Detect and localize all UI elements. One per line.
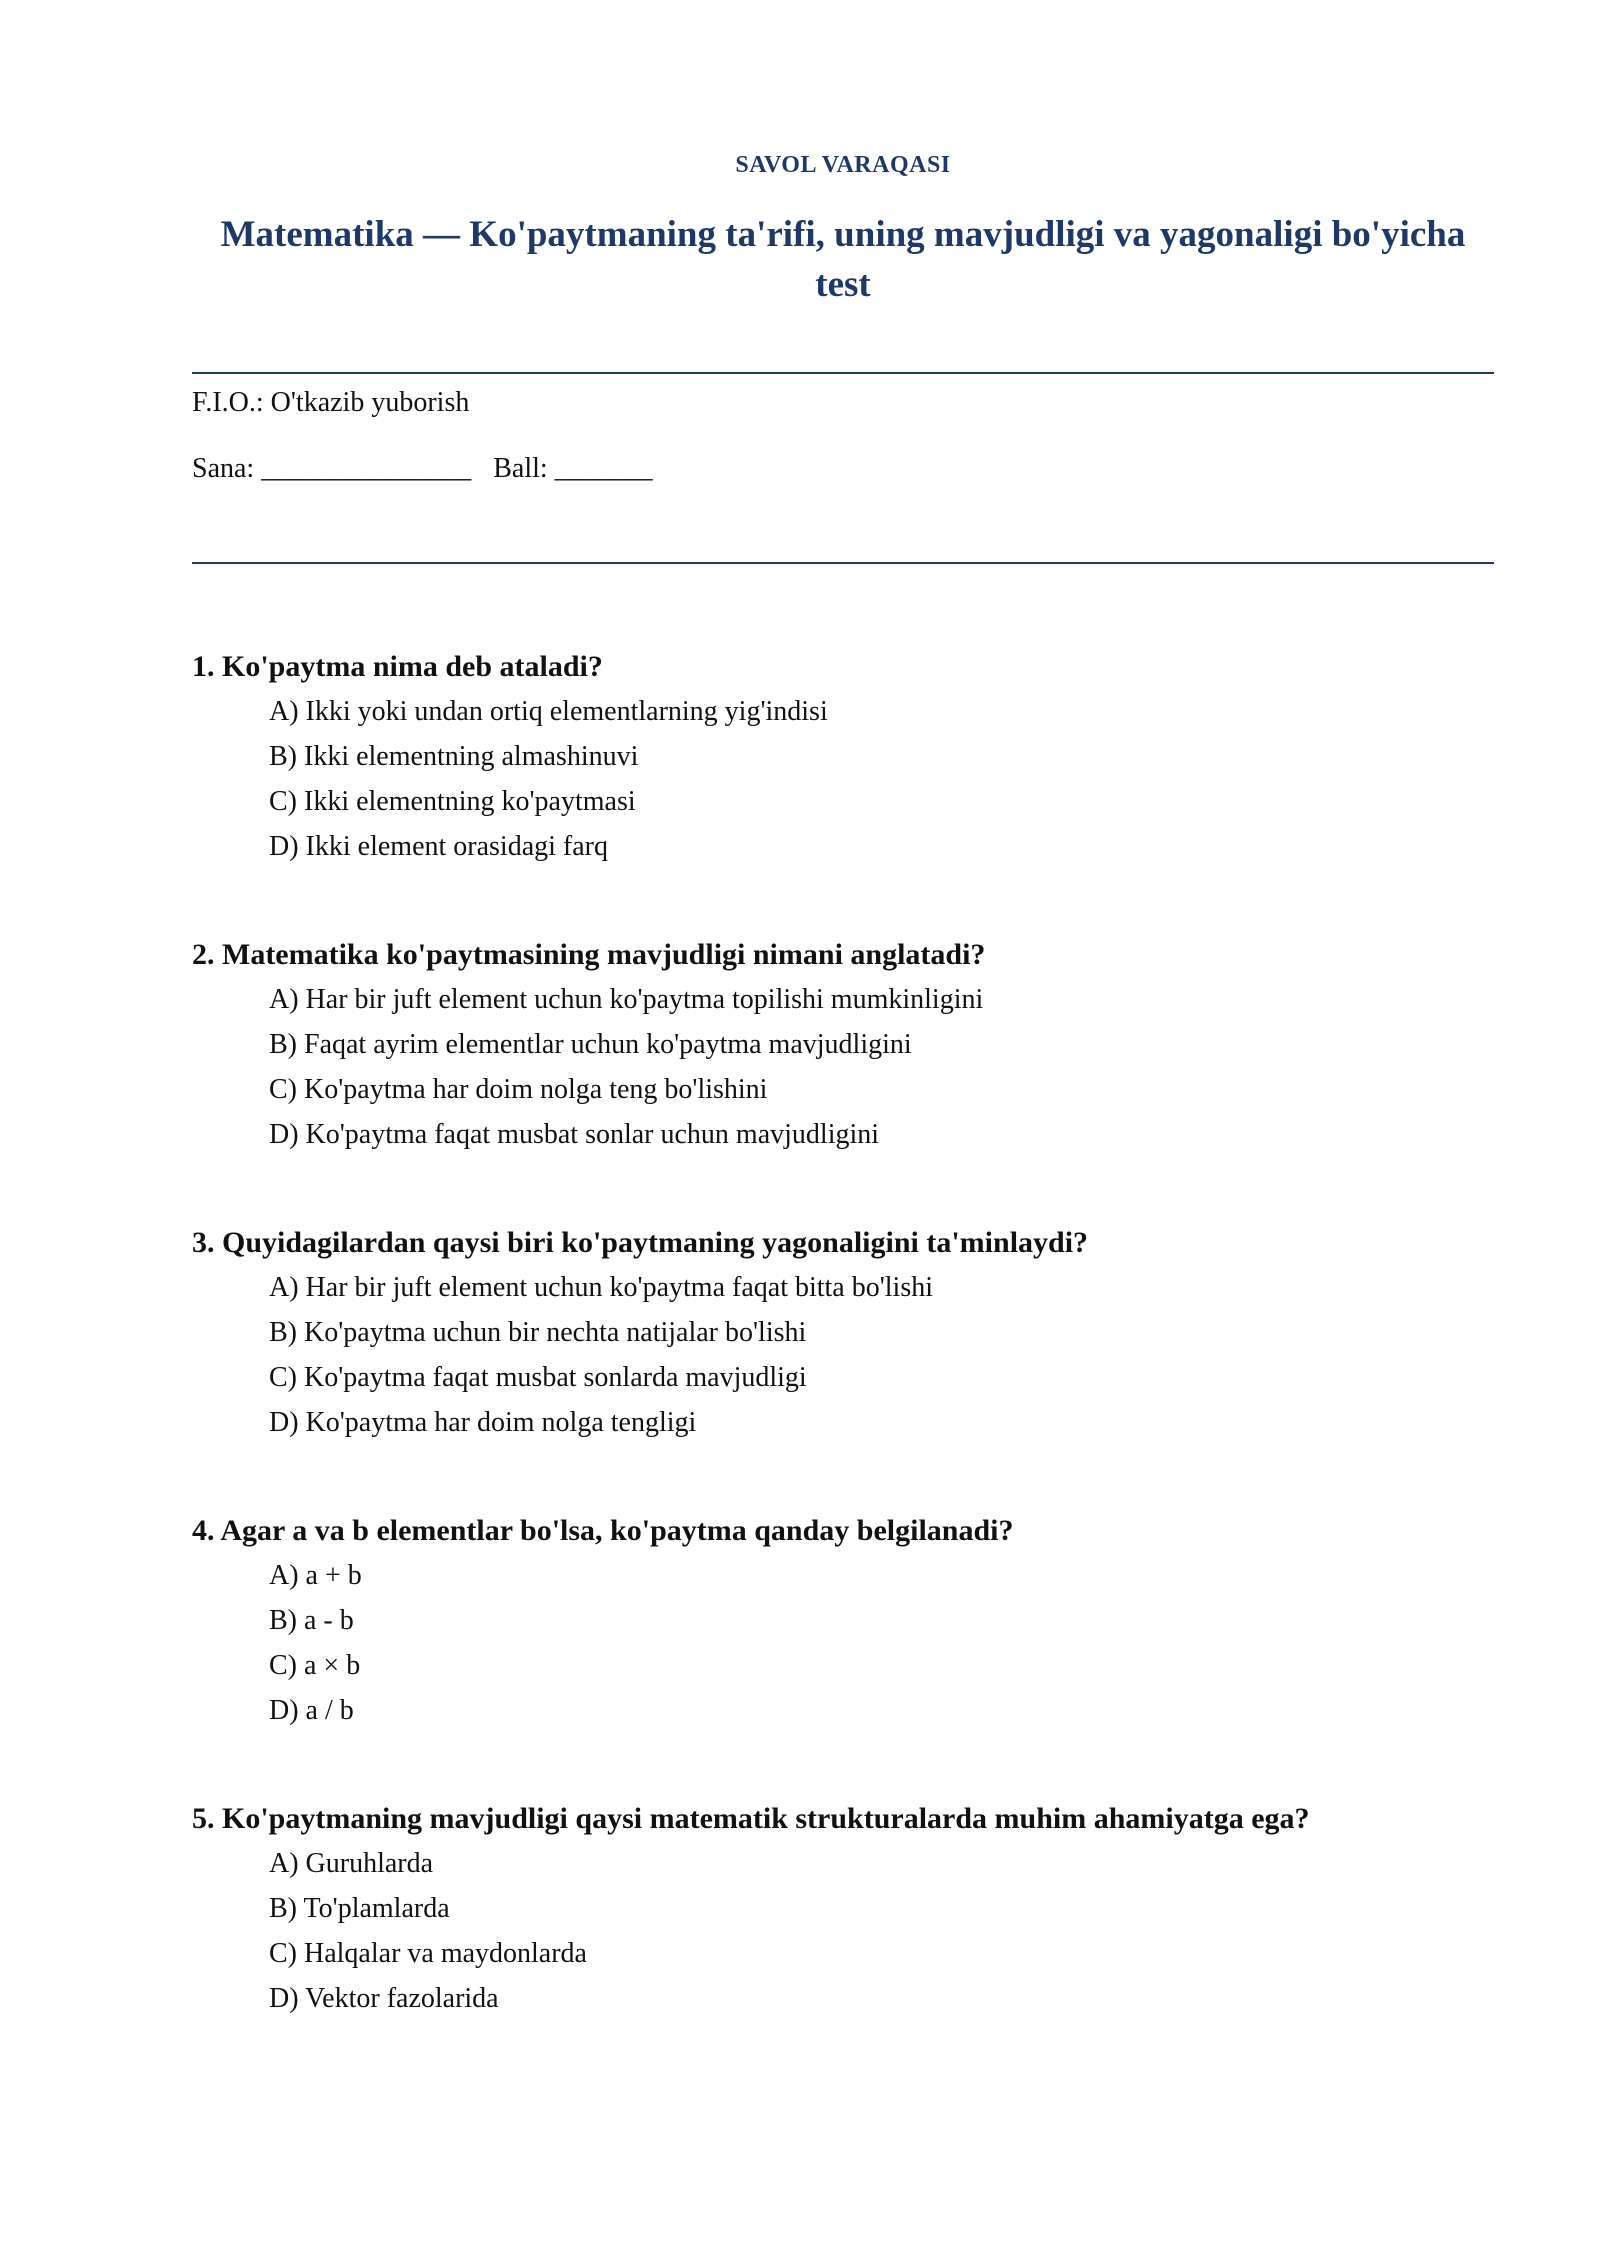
option-list	[192, 689, 1494, 869]
score-field: Ball: _______	[493, 453, 653, 484]
option-c: C) a × b	[269, 1650, 361, 1681]
sheet-kicker: SAVOL VARAQASI	[735, 152, 951, 178]
option-a: A) Har bir juft element uchun ko'paytma faqat bitta bo'lishi	[269, 1272, 934, 1303]
option-d: D) Ikki element orasidagi farq	[269, 831, 608, 862]
option-a: A) a + b	[269, 1560, 362, 1591]
date-field: Sana: _______________	[192, 453, 472, 484]
divider-bottom	[192, 562, 1494, 564]
option-list	[192, 1265, 1494, 1445]
option-a: A) Har bir juft element uchun ko'paytma topilishi mumkinligini	[269, 984, 984, 1015]
student-name-line: F.I.O.: O'tkazib yuborish	[192, 387, 470, 418]
option-d: D) Ko'paytma faqat musbat sonlar uchun mavjudligini	[269, 1119, 880, 1150]
divider-top	[192, 372, 1494, 374]
option-a: A) Guruhlarda	[269, 1848, 434, 1879]
option-c: C) Ikki elementning ko'paytmasi	[269, 786, 636, 817]
option-b: B) Ko'paytma uchun bir nechta natijalar bo'lishi	[269, 1317, 807, 1348]
option-b: B) a - b	[269, 1605, 354, 1636]
option-d: D) Vektor fazolarida	[269, 1983, 499, 2014]
option-b: B) Ikki elementning almashinuvi	[269, 741, 639, 772]
option-list	[192, 1841, 1494, 2021]
option-d: D) a / b	[269, 1695, 354, 1726]
question-1	[192, 645, 1494, 933]
option-c: C) Ko'paytma har doim nolga teng bo'lishini	[269, 1074, 768, 1105]
option-b: B) To'plamlarda	[269, 1893, 450, 1924]
option-list	[192, 977, 1494, 1157]
option-a: A) Ikki yoki undan ortiq elementlarning yig'indisi	[269, 696, 828, 727]
question-2	[192, 933, 1494, 1221]
option-list	[192, 1553, 1494, 1733]
question-text: 2. Matematika ko'paytmasining mavjudligi nimani anglatadi?	[192, 938, 986, 971]
question-3	[192, 1221, 1494, 1509]
question-text: 4. Agar a va b elementlar bo'lsa, ko'paytma qanday belgilanadi?	[192, 1514, 1014, 1547]
question-4	[192, 1509, 1494, 1797]
question-text: 3. Quyidagilardan qaysi biri ko'paytmaning yagonaligini ta'minlaydi?	[192, 1226, 1089, 1259]
page-title: Matematika — Ko'paytmaning ta'rifi, uning mavjudligi va yagonaligi bo'yicha test	[220, 214, 1466, 305]
question-list	[192, 645, 1494, 2085]
option-b: B) Faqat ayrim elementlar uchun ko'paytma mavjudligini	[269, 1029, 912, 1060]
option-c: C) Ko'paytma faqat musbat sonlarda mavjudligi	[269, 1362, 807, 1393]
question-5	[192, 1797, 1494, 2085]
question-text: 5. Ko'paytmaning mavjudligi qaysi matematik strukturalarda muhim ahamiyatga ega?	[192, 1802, 1310, 1835]
date-score-line	[192, 452, 653, 486]
option-c: C) Halqalar va maydonlarda	[269, 1938, 587, 1969]
question-text: 1. Ko'paytma nima deb ataladi?	[192, 650, 603, 683]
option-d: D) Ko'paytma har doim nolga tengligi	[269, 1407, 697, 1438]
